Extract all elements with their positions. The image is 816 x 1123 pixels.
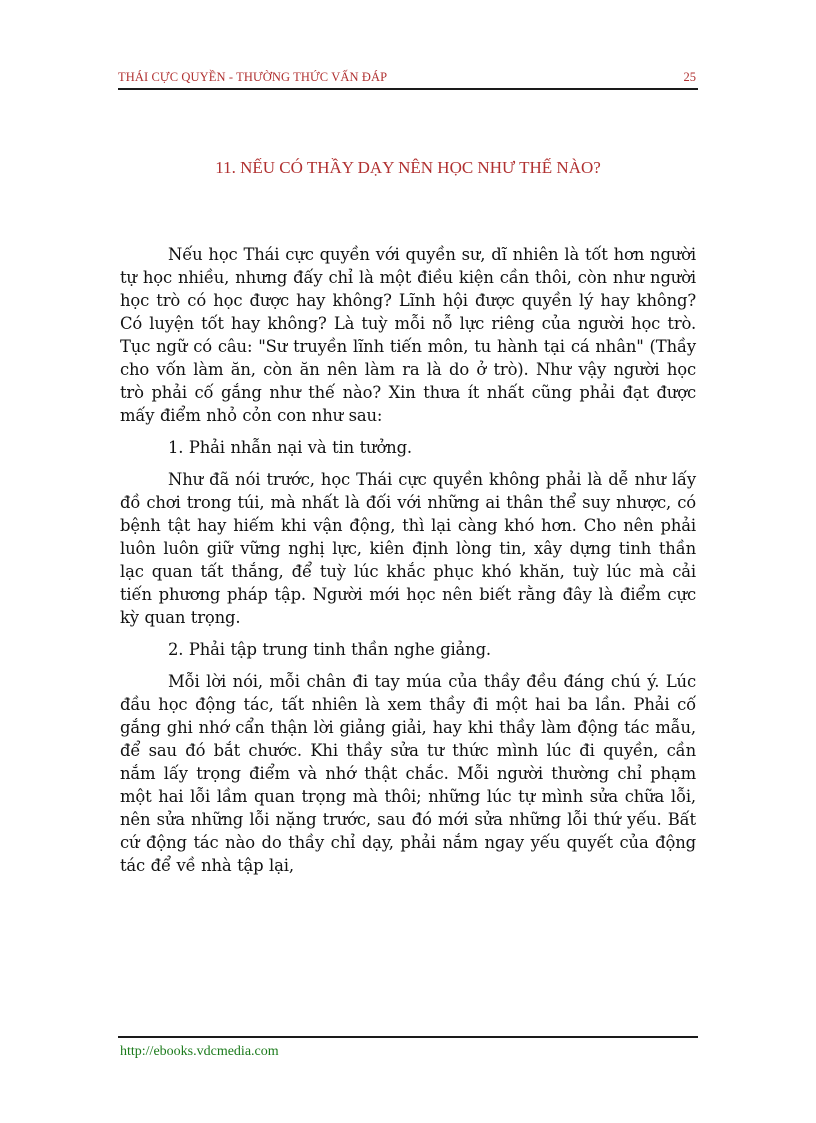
paragraph-focus: Mỗi lời nói, mỗi chân đi tay múa của thầy đều đáng chú ý. Lúc đầu học động tác, tất nhiên là xem thầy đi một hai ba lần. Phải cố gắng ghi nhớ cẩn thận lời giảng giải, hay khi thầy làm động tác mẫu, để sau đó bắt chước. Khi thầy sửa tư thức mình lúc đi quyền, cần nắm lấy trọng điểm và nhớ thật chắc. Mỗi người thường chỉ phạm một hai lỗi lầm quan trọng mà thôi; những lúc tự mình sửa chữa lỗi, nên sửa những lỗi nặng trước, sau đó mới sửa những lỗi thứ yếu. Bất cứ động tác nào do thầy chỉ dạy, phải nắm ngay yếu quyết của động tác để về nhà tập lại, [120,672,696,875]
chapter-heading: 11. NẾU CÓ THẦY DẠY NÊN HỌC NHƯ THẾ NÀO? [215,158,601,177]
list-item-focus: 2. Phải tập trung tinh thần nghe giảng. [168,640,491,659]
running-header [118,68,698,90]
paragraph-intro: Nếu học Thái cực quyền với quyền sư, dĩ nhiên là tốt hơn người tự học nhiều, nhưng đấy chỉ là một điều kiện cần thôi, còn như người học trò có học được hay không? Lĩnh hội được quyền lý hay không? Có luyện tốt hay không? Là tuỳ mỗi nỗ lực riêng của người học trò. Tục ngữ có câu: "Sư truyền lĩnh tiến môn, tu hành tại cá nhân" (Thầy cho vốn làm ăn, còn ăn nên làm ra là do ở trò). Như vậy người học trò phải cố gắng như thế nào? Xin thưa ít nhất cũng phải đạt được mấy điểm nhỏ cỏn con như sau: [120,245,696,425]
body-text [120,243,696,877]
page-number: 25 [683,70,696,84]
list-item-patience: 1. Phải nhẫn nại và tin tưởng. [168,438,412,457]
running-header-title: THÁI CỰC QUYỀN - THƯỜNG THỨC VẤN ĐÁP [118,70,388,84]
footer-url: http://ebooks.vdcmedia.com [120,1044,279,1059]
paragraph-patience: Như đã nói trước, học Thái cực quyền không phải là dễ như lấy đồ chơi trong túi, mà nhất là đối với những ai thân thể suy nhược, có bệnh tật hay hiếm khi vận động, thì lại càng khó hơn. Cho nên phải luôn luôn giữ vững nghị lực, kiên định lòng tin, xây dựng tinh thần lạc quan tất thắng, để tuỳ lúc khắc phục khó khăn, tuỳ lúc mà cải tiến phương pháp tập. Người mới học nên biết rằng đây là điểm cực kỳ quan trọng. [120,470,696,627]
footer-divider [118,1036,698,1038]
